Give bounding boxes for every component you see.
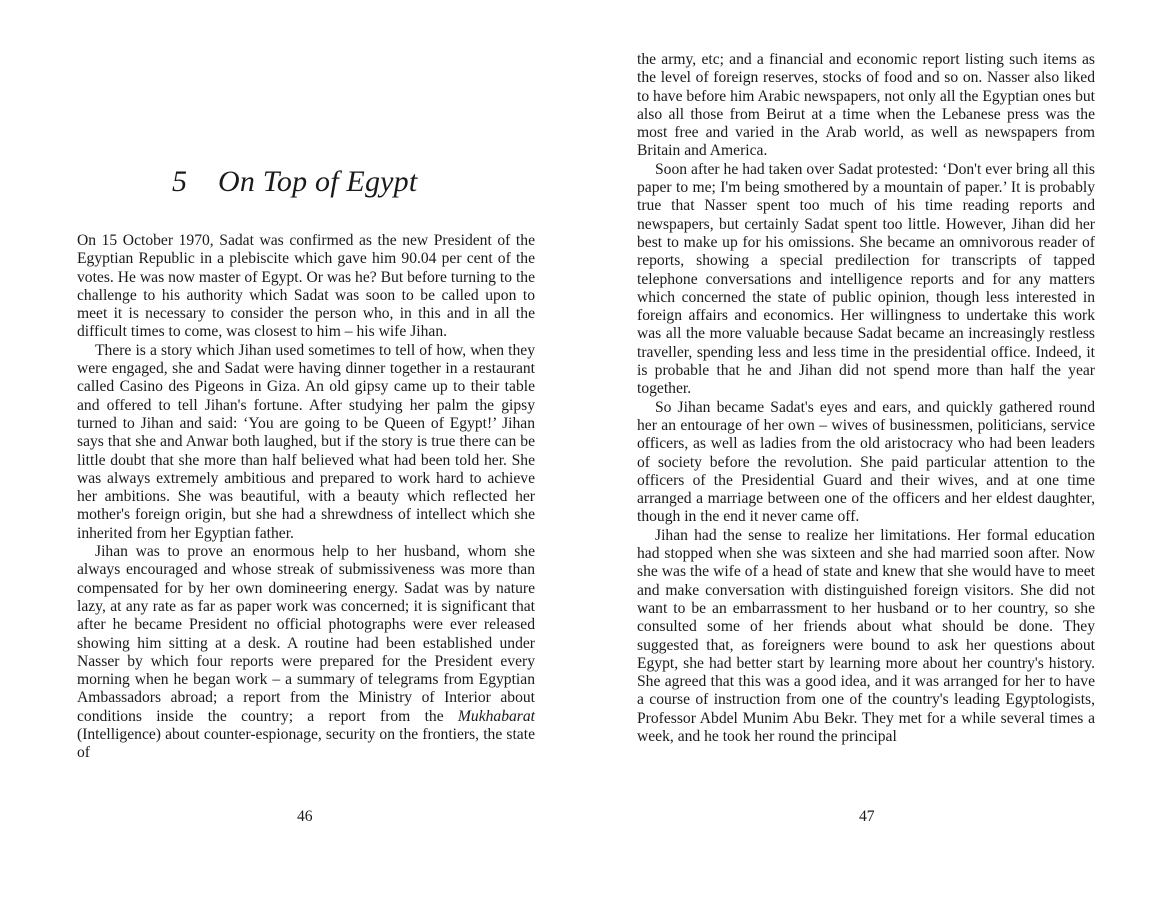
paragraph: Jihan had the sense to realize her limitations. Her formal education had stopped when she was sixteen and she had married soon after. Now she was the wife of a head of state and knew that she would have to meet and make conversation with distinguished foreign visitors. She did not want to be an embarrassment to her husband or to her country, so she consulted some of her friends about what should be done. They suggested that, as foreigners were bound to ask her questions about Egypt, she had better start by learning more about her country's history. She agreed that this was a good idea, and it was arranged for her to have a course of instruction from one of the country's leading Egyptologists, Professor Abdel Munim Abu Bekr. They met for a while several times a week, and he took her round the principal xyxy=(637,526,1095,745)
page-number: 46 xyxy=(297,808,313,825)
page-number: 47 xyxy=(859,808,875,825)
paragraph-text: Jihan was to prove an enormous help to her husband, whom she always encouraged and whose streak of submissiveness was more than compensated for by her own domineering energy. Sadat was by nature lazy, at any rate as far as paper work was concerned; it is significant that after he became President no official photographs were ever released showing him sitting at a desk. A routine had been established under Nasser by which four reports were prepared for the President every morning when he began work – a summary of telegrams from Egyptian Ambassadors abroad; a report from the Ministry of Interior about conditions inside the country; a report from the xyxy=(77,543,535,725)
italic-term: Mukhabarat xyxy=(457,707,535,725)
chapter-title: On Top of Egypt xyxy=(218,165,418,198)
paragraph xyxy=(77,543,535,763)
paragraph: On 15 October 1970, Sadat was confirmed as the new President of the Egyptian Republic in a plebiscite which gave him 90.04 per cent of the votes. He was now master of Egypt. Or was he? But before turning to the challenge to his authority which Sadat was soon to be called upon to meet it is necessary to consider the person who, in this and in all the difficult times to come, was closest to him – his wife Jihan. xyxy=(77,232,535,341)
left-page-body xyxy=(77,232,535,763)
paragraph: There is a story which Jihan used sometimes to tell of how, when they were engaged, she and Sadat were having dinner together in a restaurant called Casino des Pigeons in Giza. An old gipsy came up to their table and offered to tell Jihan's fortune. After studying her palm the gipsy turned to Jihan and said: ‘You are going to be Queen of Egypt!’ Jihan says that she and Anwar both laughed, but if the story is true there can be little doubt that she more than half believed what had been told her. She was always extremely ambitious and prepared to work hard to achieve her ambitions. She was beautiful, with a beauty which reflected her mother's foreign origin, but she had a shrewdness of intellect which she inherited from her Egyptian father. xyxy=(77,341,535,542)
right-page xyxy=(575,0,1150,908)
paragraph: the army, etc; and a financial and economic report listing such items as the level of foreign reserves, stocks of food and so on. Nasser also liked to have before him Arabic newspapers, not only all the Egyptian ones but also all those from Beirut at a time when the Lebanese press was the most free and varied in the Arab world, as well as newspapers from Britain and America. xyxy=(637,51,1095,160)
paragraph: So Jihan became Sadat's eyes and ears, and quickly gathered round her an entourage of her own – wives of businessmen, politicians, service officers, as well as ladies from the old aristocracy who had been leaders of society before the revolution. She paid particular attention to the officers of the Presidential Guard and their wives, and at one time arranged a marriage between one of the officers and her eldest daughter, though in the end it never came off. xyxy=(637,398,1095,526)
chapter-number: 5 xyxy=(172,165,188,198)
paragraph: Soon after he had taken over Sadat protested: ‘Don't ever bring all this paper to me; I'm being smothered by a mountain of paper.’ It is probably true that Nasser spent too much of his time reading reports and newspapers, but certainly Sadat spent too little. However, Jihan did her best to make up for his omissions. She became an omnivorous reader of reports, showing a special predilection for transcripts of tapped telephone conversations and intelligence reports and for any matters which concerned the state of public opinion, though less interested in foreign affairs and economics. Her willingness to undertake this work was all the more valuable because Sadat became an increasingly restless traveller, spending less and less time in the presidential office. Indeed, it is probable that he and Jihan did not spend more than half the year together. xyxy=(637,160,1095,398)
right-page-body xyxy=(637,51,1095,746)
paragraph-text: (Intelligence) about counter-espionage, security on the frontiers, the state of xyxy=(77,726,535,762)
chapter-heading xyxy=(172,165,417,199)
